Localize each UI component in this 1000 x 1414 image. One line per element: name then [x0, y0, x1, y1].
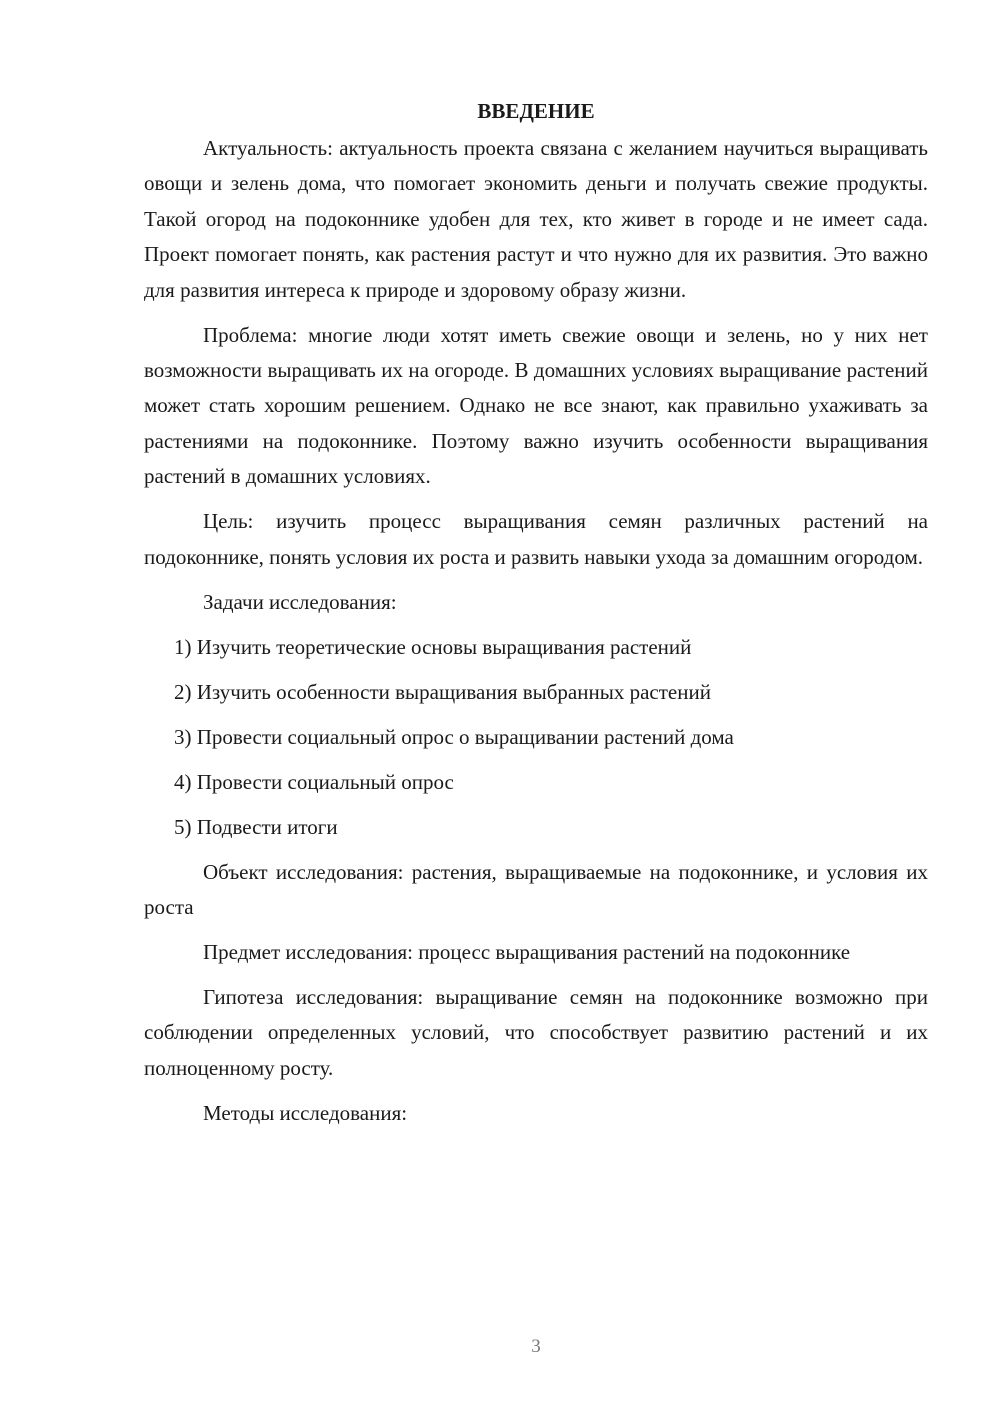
document-page — [144, 95, 928, 1141]
list-item: 2) Изучить особенности выращивания выбранных растений — [174, 679, 711, 704]
subject-paragraph: Предмет исследования: процесс выращивания растений на подоконнике — [203, 940, 851, 965]
list-item: 5) Подвести итоги — [174, 814, 338, 839]
goal-paragraph: Цель: изучить процесс выращивания семян различных растений на подоконнике, понять условия их роста и развить навыки ухода за домашним огородом. — [144, 509, 928, 569]
tasks-title: Задачи исследования: — [203, 589, 397, 614]
list-item: 1) Изучить теоретические основы выращивания растений — [174, 634, 692, 659]
relevance-paragraph: Актуальность: актуальность проекта связана с желанием научиться выращивать овощи и зелень дома, что помогает экономить деньги и получать свежие продукты. Такой огород на подоконнике удобен для тех, кто живет в городе и не имеет сада. Проект помогает понять, как растения растут и что нужно для их развития. Это важно для развития интереса к природе и здоровому образу жизни. — [144, 136, 928, 302]
problem-paragraph: Проблема: многие люди хотят иметь свежие овощи и зелень, но у них нет возможности выращивать их на огороде. В домашних условиях выращивание растений может стать хорошим решением. Однако не все знают, как правильно ухаживать за растениями на подоконнике. Поэтому важно изучить особенности выращивания растений в домашних условиях. — [144, 322, 928, 489]
list-item: 3) Провести социальный опрос о выращивании растений дома — [174, 724, 734, 749]
object-paragraph: Объект исследования: растения, выращиваемые на подоконнике, и условия их роста — [144, 859, 928, 920]
page-title: ВВЕДЕНИЕ — [477, 99, 595, 123]
tasks-list — [144, 630, 928, 845]
methods-paragraph: Методы исследования: — [203, 1100, 408, 1125]
hypothesis-paragraph: Гипотеза исследования: выращивание семян на подоконнике возможно при соблюдении определенных условий, что способствует развитию растений и их полноценному росту. — [144, 985, 928, 1080]
page-number: 3 — [531, 1336, 541, 1357]
list-item: 4) Провести социальный опрос — [174, 769, 454, 794]
